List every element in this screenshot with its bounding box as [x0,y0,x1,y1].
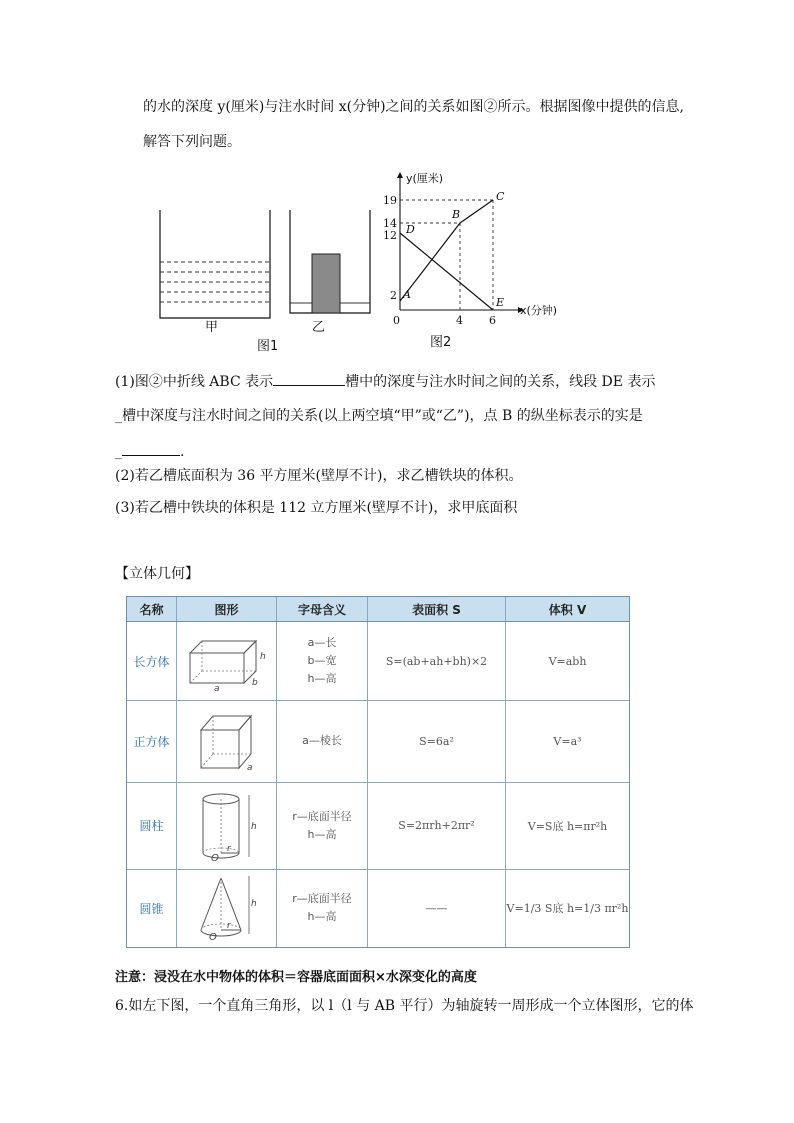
y-axis-label: y(厘米) [406,172,444,185]
row-volume-formula: V=1/3 S底 h=1/3 πr²h [506,902,629,915]
row-area-formula: S=6a² [368,700,506,782]
y-tick-2: 2 [390,289,397,302]
q1-part-a: (1)图②中折线 ABC 表示 [115,374,274,390]
figure1-caption: 图1 [257,339,279,354]
intro-line-2: 解答下列问题。 [143,134,241,150]
question-1-line-2: _槽中深度与注水时间之间的关系(以上两空填“甲”或“乙”)，点 B 的纵坐标表示的实是 [115,408,643,424]
row-area-formula: S=2πrh+2πr² [368,782,506,869]
figure2-caption: 图2 [430,335,452,350]
cylinder-label-h: h [250,821,257,832]
cuboid-figure [177,622,277,700]
row-meaning [277,869,368,947]
row-area-formula: S=(ab+ah+bh)×2 [368,622,506,700]
q1-blank-3[interactable] [122,441,180,456]
cylinder-figure [177,782,277,869]
cube-icon [187,708,267,774]
point-d-label: D [406,223,415,236]
row-meaning [277,622,368,700]
row-volume-formula: V=S底 h=πr²h [527,819,608,833]
intro-line-1: 的水的深度 y(厘米)与注水时间 x(分钟)之间的关系如图②所示。根据图像中提供的信息, [143,99,685,115]
q1-part-d: _ [115,444,122,460]
cone-label-h: h [250,899,257,909]
table-row-cube [127,700,629,783]
table-row-cone [127,869,629,947]
q1-end: . [180,444,185,460]
row-volume-formula: V=abh [548,654,587,668]
cube-figure [177,700,277,782]
meaning-line: b—宽 [307,654,337,667]
tank-jia [160,210,270,318]
header-meaning: 字母含义 [277,597,368,621]
table-row-cuboid [127,622,629,701]
row-name: 长方体 [127,622,177,700]
cuboid-label-b: b [251,678,258,688]
graph-2 [397,172,524,313]
row-name: 正方体 [127,700,177,782]
point-e-label: E [496,296,505,309]
cuboid-label-h: h [259,652,266,662]
cone-label-o: O [208,932,217,943]
meaning-line: h—高 [307,827,337,841]
cylinder-label-r: r [226,843,231,854]
point-b-label: B [452,208,461,221]
row-name: 圆柱 [127,782,177,869]
figures-diagram [150,168,558,354]
question-1-line-3 [115,441,184,462]
x-tick-0: 0 [393,314,400,327]
q1-blank-1[interactable] [273,371,345,386]
header-area: 表面积 S [368,597,506,621]
x-tick-6: 6 [489,314,496,327]
row-meaning [277,700,368,782]
cuboid-icon [182,631,272,694]
y-tick-19: 19 [383,194,397,207]
meaning-line: r—底面半径 [292,892,352,905]
meaning-line: h—高 [307,672,337,685]
question-2: (2)若乙槽底面积为 36 平方厘米(壁厚不计)，求乙槽铁块的体积。 [115,468,523,484]
section-title: 【立体几何】 [115,566,199,582]
row-volume-formula: V=a³ [553,734,582,748]
tank-yi [290,210,370,313]
label-yi: 乙 [312,320,326,335]
meaning-line: r—底面半径 [292,809,352,823]
cone-label-r: r [226,921,231,931]
q1-part-b: 槽中的深度与注水时间之间的关系，线段 DE 表示 [345,374,656,390]
problem-6-text: 6.如左下图，一个直角三角形，以 l（l 与 AB 平行）为轴旋转一周形成一个立体图形，它的体 [115,998,694,1014]
cylinder-label-o: O [210,852,219,864]
table-row-cylinder [127,782,629,870]
row-area-formula: —— [368,869,506,947]
note-text: 注意：浸没在水中物体的体积＝容器底面面积×水深变化的高度 [115,970,477,985]
cone-icon [187,872,267,944]
header-volume: 体积 V [548,602,587,617]
cuboid-label-a: a [213,684,220,694]
row-meaning [277,782,368,869]
label-jia: 甲 [205,320,219,335]
y-tick-12: 12 [383,229,397,242]
polyline-abc [400,200,493,301]
segment-de [400,233,493,310]
header-name: 名称 [127,597,177,621]
y-tick-14: 14 [383,217,397,230]
row-name: 圆锥 [127,869,177,947]
point-c-label: C [496,190,505,203]
cone-figure [177,869,277,947]
point-a-label: A [403,288,411,301]
table-header [127,597,629,622]
question-3: (3)若乙槽中铁块的体积是 112 立方厘米(壁厚不计)，求甲底面积 [115,500,518,516]
cube-label-a: a [246,763,253,773]
x-axis-label: x(分钟) [520,304,558,317]
meaning-line: a—长 [307,636,337,649]
x-tick-4: 4 [456,314,463,327]
solid-geometry-table [126,596,630,948]
header-figure: 图形 [177,597,277,621]
cylinder-icon [187,787,267,865]
meaning-line: h—高 [307,910,337,923]
meaning-line: a—棱长 [302,734,342,747]
question-1-line-1 [115,371,655,392]
